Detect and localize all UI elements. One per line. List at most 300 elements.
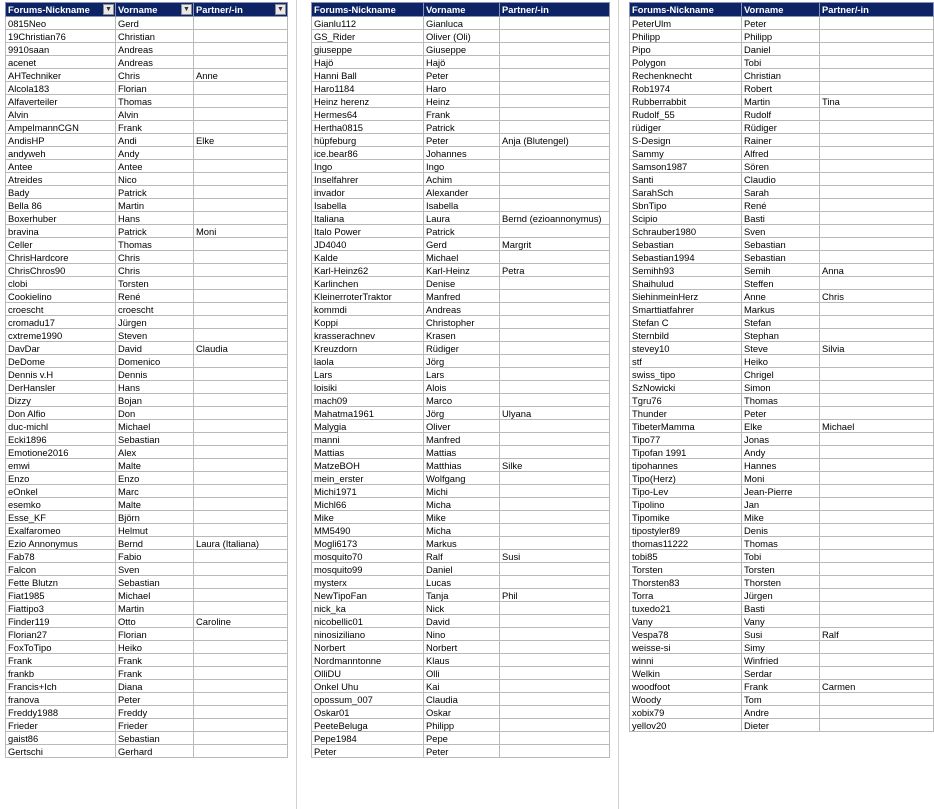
partner-cell[interactable] <box>820 238 934 251</box>
partner-cell[interactable] <box>500 108 610 121</box>
firstname-cell[interactable]: Robert <box>742 82 820 95</box>
firstname-cell[interactable]: Manfred <box>424 433 500 446</box>
partner-cell[interactable] <box>820 498 934 511</box>
firstname-cell[interactable]: Patrick <box>116 186 194 199</box>
partner-cell[interactable] <box>500 381 610 394</box>
nickname-cell[interactable]: DeDome <box>6 355 116 368</box>
firstname-cell[interactable]: Anne <box>742 290 820 303</box>
nickname-cell[interactable]: loisiki <box>312 381 424 394</box>
partner-cell[interactable] <box>194 719 288 732</box>
partner-cell[interactable] <box>194 329 288 342</box>
nickname-cell[interactable]: Tipolino <box>630 498 742 511</box>
partner-cell[interactable] <box>194 628 288 641</box>
firstname-cell[interactable]: Gerd <box>116 17 194 30</box>
firstname-cell[interactable]: René <box>742 199 820 212</box>
partner-cell[interactable] <box>194 316 288 329</box>
firstname-cell[interactable]: Chris <box>116 264 194 277</box>
nickname-cell[interactable]: Italo Power <box>312 225 424 238</box>
nickname-cell[interactable]: Sammy <box>630 147 742 160</box>
partner-cell[interactable] <box>500 95 610 108</box>
partner-cell[interactable]: Elke <box>194 134 288 147</box>
partner-cell[interactable]: Petra <box>500 264 610 277</box>
firstname-cell[interactable]: Rudolf <box>742 108 820 121</box>
partner-cell[interactable] <box>500 615 610 628</box>
firstname-cell[interactable]: Micha <box>424 524 500 537</box>
partner-cell[interactable] <box>500 368 610 381</box>
nickname-cell[interactable]: andyweh <box>6 147 116 160</box>
firstname-cell[interactable]: Jan <box>742 498 820 511</box>
partner-cell[interactable] <box>820 329 934 342</box>
firstname-cell[interactable]: Frank <box>424 108 500 121</box>
partner-cell[interactable] <box>820 602 934 615</box>
partner-cell[interactable]: Claudia <box>194 342 288 355</box>
firstname-cell[interactable]: Peter <box>116 693 194 706</box>
nickname-cell[interactable]: MatzeBOH <box>312 459 424 472</box>
nickname-cell[interactable]: Pipo <box>630 43 742 56</box>
nickname-cell[interactable]: mysterx <box>312 576 424 589</box>
partner-cell[interactable] <box>820 615 934 628</box>
firstname-cell[interactable]: Klaus <box>424 654 500 667</box>
firstname-cell[interactable]: Chrigel <box>742 368 820 381</box>
partner-cell[interactable] <box>194 680 288 693</box>
nickname-cell[interactable]: Gertschi <box>6 745 116 758</box>
nickname-cell[interactable]: stevey10 <box>630 342 742 355</box>
firstname-cell[interactable]: Tanja <box>424 589 500 602</box>
firstname-cell[interactable]: Antee <box>116 160 194 173</box>
firstname-cell[interactable]: Rüdiger <box>742 121 820 134</box>
partner-cell[interactable] <box>194 394 288 407</box>
partner-cell[interactable]: Silke <box>500 459 610 472</box>
firstname-cell[interactable]: Marco <box>424 394 500 407</box>
partner-cell[interactable]: Caroline <box>194 615 288 628</box>
firstname-cell[interactable]: Achim <box>424 173 500 186</box>
partner-cell[interactable] <box>820 563 934 576</box>
partner-cell[interactable] <box>820 147 934 160</box>
nickname-cell[interactable]: duc-michl <box>6 420 116 433</box>
nickname-cell[interactable]: Bady <box>6 186 116 199</box>
nickname-cell[interactable]: cromadu17 <box>6 316 116 329</box>
nickname-cell[interactable]: invador <box>312 186 424 199</box>
partner-cell[interactable] <box>820 56 934 69</box>
partner-cell[interactable] <box>500 17 610 30</box>
partner-cell[interactable]: Anne <box>194 69 288 82</box>
partner-cell[interactable] <box>500 342 610 355</box>
nickname-cell[interactable]: Heinz herenz <box>312 95 424 108</box>
partner-cell[interactable] <box>194 524 288 537</box>
partner-cell[interactable] <box>500 576 610 589</box>
partner-cell[interactable] <box>500 628 610 641</box>
nickname-cell[interactable]: ice.bear86 <box>312 147 424 160</box>
partner-cell[interactable] <box>194 264 288 277</box>
nickname-cell[interactable]: Frank <box>6 654 116 667</box>
firstname-cell[interactable]: Gerhard <box>116 745 194 758</box>
nickname-cell[interactable]: Don Alfio <box>6 407 116 420</box>
partner-cell[interactable] <box>820 693 934 706</box>
nickname-cell[interactable]: Michl66 <box>312 498 424 511</box>
partner-cell[interactable] <box>194 186 288 199</box>
nickname-cell[interactable]: Torsten <box>630 563 742 576</box>
firstname-cell[interactable]: Micha <box>424 498 500 511</box>
nickname-cell[interactable]: eOnkel <box>6 485 116 498</box>
header-partner[interactable]: Partner/-in <box>500 3 610 17</box>
firstname-cell[interactable]: Frank <box>116 654 194 667</box>
nickname-cell[interactable]: Stefan C <box>630 316 742 329</box>
partner-cell[interactable] <box>194 160 288 173</box>
partner-cell[interactable] <box>500 30 610 43</box>
nickname-cell[interactable]: Oskar01 <box>312 706 424 719</box>
nickname-cell[interactable]: Peter <box>312 745 424 758</box>
firstname-cell[interactable]: Chris <box>116 69 194 82</box>
nickname-cell[interactable]: Tipofan 1991 <box>630 446 742 459</box>
partner-cell[interactable] <box>820 108 934 121</box>
partner-cell[interactable]: Bernd (ezioannonymus) <box>500 212 610 225</box>
nickname-cell[interactable]: 9910saan <box>6 43 116 56</box>
partner-cell[interactable] <box>194 550 288 563</box>
nickname-cell[interactable]: Pepe1984 <box>312 732 424 745</box>
partner-cell[interactable] <box>194 459 288 472</box>
nickname-cell[interactable]: Rubberrabbit <box>630 95 742 108</box>
partner-cell[interactable]: Margrit <box>500 238 610 251</box>
firstname-cell[interactable]: Peter <box>742 17 820 30</box>
firstname-cell[interactable]: Patrick <box>116 225 194 238</box>
partner-cell[interactable] <box>194 745 288 758</box>
partner-cell[interactable] <box>500 498 610 511</box>
firstname-cell[interactable]: Andy <box>116 147 194 160</box>
firstname-cell[interactable]: Christian <box>116 30 194 43</box>
partner-cell[interactable]: Chris <box>820 290 934 303</box>
nickname-cell[interactable]: GS_Rider <box>312 30 424 43</box>
nickname-cell[interactable]: Welkin <box>630 667 742 680</box>
nickname-cell[interactable]: swiss_tipo <box>630 368 742 381</box>
partner-cell[interactable]: Phil <box>500 589 610 602</box>
firstname-cell[interactable]: David <box>116 342 194 355</box>
firstname-cell[interactable]: Enzo <box>116 472 194 485</box>
partner-cell[interactable] <box>500 329 610 342</box>
nickname-cell[interactable]: Haro1184 <box>312 82 424 95</box>
firstname-cell[interactable]: Helmut <box>116 524 194 537</box>
partner-cell[interactable] <box>820 433 934 446</box>
nickname-cell[interactable]: Inselfahrer <box>312 173 424 186</box>
header-firstname[interactable]: Vorname <box>742 3 820 17</box>
firstname-cell[interactable]: Pepe <box>424 732 500 745</box>
firstname-cell[interactable]: Oskar <box>424 706 500 719</box>
partner-cell[interactable] <box>820 706 934 719</box>
partner-cell[interactable] <box>500 303 610 316</box>
nickname-cell[interactable]: Rudolf_55 <box>630 108 742 121</box>
nickname-cell[interactable]: Dizzy <box>6 394 116 407</box>
header-firstname[interactable]: Vorname <box>424 3 500 17</box>
partner-cell[interactable] <box>500 147 610 160</box>
partner-cell[interactable] <box>820 199 934 212</box>
firstname-cell[interactable]: Bojan <box>116 394 194 407</box>
header-nickname[interactable]: Forums-Nickname <box>312 3 424 17</box>
partner-cell[interactable] <box>194 706 288 719</box>
partner-cell[interactable] <box>194 368 288 381</box>
firstname-cell[interactable]: Otto <box>116 615 194 628</box>
nickname-cell[interactable]: Fab78 <box>6 550 116 563</box>
partner-cell[interactable]: Michael <box>820 420 934 433</box>
partner-cell[interactable] <box>194 17 288 30</box>
firstname-cell[interactable]: Marc <box>116 485 194 498</box>
firstname-cell[interactable]: Thorsten <box>742 576 820 589</box>
nickname-cell[interactable]: Tipomike <box>630 511 742 524</box>
firstname-cell[interactable]: Steven <box>116 329 194 342</box>
nickname-cell[interactable]: Thorsten83 <box>630 576 742 589</box>
firstname-cell[interactable]: Simon <box>742 381 820 394</box>
partner-cell[interactable] <box>194 641 288 654</box>
partner-cell[interactable] <box>194 732 288 745</box>
nickname-cell[interactable]: MM5490 <box>312 524 424 537</box>
firstname-cell[interactable]: Fabio <box>116 550 194 563</box>
partner-cell[interactable] <box>500 485 610 498</box>
nickname-cell[interactable]: Ezio Annonymus <box>6 537 116 550</box>
partner-cell[interactable] <box>194 472 288 485</box>
partner-cell[interactable] <box>500 732 610 745</box>
firstname-cell[interactable]: Sebastian <box>116 433 194 446</box>
partner-cell[interactable] <box>820 719 934 732</box>
firstname-cell[interactable]: Patrick <box>424 225 500 238</box>
firstname-cell[interactable]: Denis <box>742 524 820 537</box>
nickname-cell[interactable]: Finder119 <box>6 615 116 628</box>
firstname-cell[interactable]: Florian <box>116 82 194 95</box>
nickname-cell[interactable]: winni <box>630 654 742 667</box>
nickname-cell[interactable]: Malygia <box>312 420 424 433</box>
partner-cell[interactable] <box>194 147 288 160</box>
firstname-cell[interactable]: Philipp <box>424 719 500 732</box>
nickname-cell[interactable]: Mahatma1961 <box>312 407 424 420</box>
nickname-cell[interactable]: Fette Blutzn <box>6 576 116 589</box>
firstname-cell[interactable]: Simy <box>742 641 820 654</box>
partner-cell[interactable] <box>194 108 288 121</box>
firstname-cell[interactable]: Krasen <box>424 329 500 342</box>
partner-cell[interactable] <box>820 511 934 524</box>
nickname-cell[interactable]: Italiana <box>312 212 424 225</box>
partner-cell[interactable] <box>500 433 610 446</box>
firstname-cell[interactable]: Thomas <box>742 394 820 407</box>
firstname-cell[interactable]: Hans <box>116 212 194 225</box>
firstname-cell[interactable]: Andreas <box>116 56 194 69</box>
nickname-cell[interactable]: SarahSch <box>630 186 742 199</box>
nickname-cell[interactable]: Exalfaromeo <box>6 524 116 537</box>
partner-cell[interactable] <box>820 446 934 459</box>
firstname-cell[interactable]: Martin <box>116 199 194 212</box>
nickname-cell[interactable]: acenet <box>6 56 116 69</box>
nickname-cell[interactable]: Tipo(Herz) <box>630 472 742 485</box>
partner-cell[interactable] <box>500 641 610 654</box>
firstname-cell[interactable]: Gianluca <box>424 17 500 30</box>
nickname-cell[interactable]: tipohannes <box>630 459 742 472</box>
partner-cell[interactable] <box>500 355 610 368</box>
firstname-cell[interactable]: Steffen <box>742 277 820 290</box>
nickname-cell[interactable]: Vany <box>630 615 742 628</box>
partner-cell[interactable] <box>194 238 288 251</box>
nickname-cell[interactable]: KleinerroterTraktor <box>312 290 424 303</box>
partner-cell[interactable] <box>194 433 288 446</box>
nickname-cell[interactable]: esemko <box>6 498 116 511</box>
nickname-cell[interactable]: Alfaverteiler <box>6 95 116 108</box>
partner-cell[interactable] <box>194 420 288 433</box>
nickname-cell[interactable]: SzNowicki <box>630 381 742 394</box>
partner-cell[interactable] <box>500 524 610 537</box>
firstname-cell[interactable]: Christian <box>742 69 820 82</box>
nickname-cell[interactable]: Bella 86 <box>6 199 116 212</box>
nickname-cell[interactable]: Hermes64 <box>312 108 424 121</box>
firstname-cell[interactable]: Oliver (Oli) <box>424 30 500 43</box>
header-partner[interactable]: Partner/-in <box>820 3 934 17</box>
firstname-cell[interactable]: Michael <box>116 589 194 602</box>
partner-cell[interactable] <box>820 17 934 30</box>
partner-cell[interactable] <box>820 186 934 199</box>
firstname-cell[interactable]: Jean-Pierre <box>742 485 820 498</box>
nickname-cell[interactable]: OlliDU <box>312 667 424 680</box>
nickname-cell[interactable]: Sebastian <box>630 238 742 251</box>
partner-cell[interactable] <box>194 251 288 264</box>
firstname-cell[interactable]: Daniel <box>424 563 500 576</box>
firstname-cell[interactable]: Thomas <box>116 95 194 108</box>
partner-cell[interactable] <box>194 511 288 524</box>
nickname-cell[interactable]: Francis+Ich <box>6 680 116 693</box>
header-partner[interactable] <box>194 3 288 17</box>
partner-cell[interactable] <box>500 420 610 433</box>
nickname-cell[interactable]: cxtreme1990 <box>6 329 116 342</box>
firstname-cell[interactable]: Alexander <box>424 186 500 199</box>
partner-cell[interactable] <box>500 472 610 485</box>
nickname-cell[interactable]: Torra <box>630 589 742 602</box>
nickname-cell[interactable]: thomas11222 <box>630 537 742 550</box>
firstname-cell[interactable]: Michael <box>116 420 194 433</box>
nickname-cell[interactable]: 0815Neo <box>6 17 116 30</box>
nickname-cell[interactable]: Frieder <box>6 719 116 732</box>
nickname-cell[interactable]: nicobellic01 <box>312 615 424 628</box>
firstname-cell[interactable]: Torsten <box>116 277 194 290</box>
firstname-cell[interactable]: Lucas <box>424 576 500 589</box>
firstname-cell[interactable]: Alex <box>116 446 194 459</box>
firstname-cell[interactable]: Dennis <box>116 368 194 381</box>
nickname-cell[interactable]: giuseppe <box>312 43 424 56</box>
nickname-cell[interactable]: bravina <box>6 225 116 238</box>
firstname-cell[interactable]: Steve <box>742 342 820 355</box>
nickname-cell[interactable]: Thunder <box>630 407 742 420</box>
firstname-cell[interactable]: Christopher <box>424 316 500 329</box>
partner-cell[interactable] <box>820 550 934 563</box>
partner-cell[interactable]: Ulyana <box>500 407 610 420</box>
nickname-cell[interactable]: franova <box>6 693 116 706</box>
firstname-cell[interactable]: René <box>116 290 194 303</box>
partner-cell[interactable] <box>820 381 934 394</box>
firstname-cell[interactable]: Moni <box>742 472 820 485</box>
firstname-cell[interactable]: Hannes <box>742 459 820 472</box>
partner-cell[interactable] <box>820 43 934 56</box>
firstname-cell[interactable]: Nico <box>116 173 194 186</box>
firstname-cell[interactable]: Sebastian <box>116 732 194 745</box>
header-nickname[interactable]: Forums-Nickname <box>630 3 742 17</box>
nickname-cell[interactable]: Hajö <box>312 56 424 69</box>
partner-cell[interactable] <box>820 459 934 472</box>
nickname-cell[interactable]: Freddy1988 <box>6 706 116 719</box>
partner-cell[interactable] <box>500 602 610 615</box>
nickname-cell[interactable]: Mogli6173 <box>312 537 424 550</box>
firstname-cell[interactable]: Lars <box>424 368 500 381</box>
nickname-cell[interactable]: clobi <box>6 277 116 290</box>
firstname-cell[interactable]: Sarah <box>742 186 820 199</box>
nickname-cell[interactable]: Nordmanntonne <box>312 654 424 667</box>
partner-cell[interactable] <box>194 667 288 680</box>
nickname-cell[interactable]: Scipio <box>630 212 742 225</box>
firstname-cell[interactable]: Björn <box>116 511 194 524</box>
partner-cell[interactable] <box>194 303 288 316</box>
firstname-cell[interactable]: Peter <box>424 69 500 82</box>
firstname-cell[interactable]: Malte <box>116 498 194 511</box>
partner-cell[interactable] <box>194 43 288 56</box>
firstname-cell[interactable]: Domenico <box>116 355 194 368</box>
partner-cell[interactable] <box>820 641 934 654</box>
partner-cell[interactable] <box>500 277 610 290</box>
nickname-cell[interactable]: emwi <box>6 459 116 472</box>
firstname-cell[interactable]: Giuseppe <box>424 43 500 56</box>
partner-cell[interactable]: Laura (Italiana) <box>194 537 288 550</box>
nickname-cell[interactable]: Antee <box>6 160 116 173</box>
header-firstname[interactable] <box>116 3 194 17</box>
nickname-cell[interactable]: xobix79 <box>630 706 742 719</box>
nickname-cell[interactable]: SbnTipo <box>630 199 742 212</box>
partner-cell[interactable] <box>194 446 288 459</box>
partner-cell[interactable]: Anna <box>820 264 934 277</box>
partner-cell[interactable] <box>194 30 288 43</box>
nickname-cell[interactable]: Vespa78 <box>630 628 742 641</box>
firstname-cell[interactable]: Susi <box>742 628 820 641</box>
firstname-cell[interactable]: Manfred <box>424 290 500 303</box>
firstname-cell[interactable]: Malte <box>116 459 194 472</box>
partner-cell[interactable]: Anja (Blutengel) <box>500 134 610 147</box>
partner-cell[interactable] <box>194 82 288 95</box>
firstname-cell[interactable]: Nino <box>424 628 500 641</box>
partner-cell[interactable] <box>194 290 288 303</box>
nickname-cell[interactable]: tobi85 <box>630 550 742 563</box>
firstname-cell[interactable]: Heiko <box>742 355 820 368</box>
partner-cell[interactable] <box>500 394 610 407</box>
partner-cell[interactable] <box>820 212 934 225</box>
nickname-cell[interactable]: Atreides <box>6 173 116 186</box>
firstname-cell[interactable]: Basti <box>742 212 820 225</box>
partner-cell[interactable] <box>820 316 934 329</box>
firstname-cell[interactable]: Sören <box>742 160 820 173</box>
firstname-cell[interactable]: Thomas <box>116 238 194 251</box>
firstname-cell[interactable]: Tobi <box>742 550 820 563</box>
nickname-cell[interactable]: kommdi <box>312 303 424 316</box>
nickname-cell[interactable]: mein_erster <box>312 472 424 485</box>
partner-cell[interactable] <box>820 524 934 537</box>
partner-cell[interactable] <box>820 667 934 680</box>
firstname-cell[interactable]: Olli <box>424 667 500 680</box>
nickname-cell[interactable]: Kreuzdorn <box>312 342 424 355</box>
partner-cell[interactable] <box>820 355 934 368</box>
partner-cell[interactable]: Ralf <box>820 628 934 641</box>
firstname-cell[interactable]: Alois <box>424 381 500 394</box>
partner-cell[interactable] <box>194 381 288 394</box>
firstname-cell[interactable]: Vany <box>742 615 820 628</box>
partner-cell[interactable] <box>500 563 610 576</box>
nickname-cell[interactable]: Celler <box>6 238 116 251</box>
nickname-cell[interactable]: woodfoot <box>630 680 742 693</box>
partner-cell[interactable] <box>194 199 288 212</box>
nickname-cell[interactable]: stf <box>630 355 742 368</box>
partner-cell[interactable] <box>194 693 288 706</box>
nickname-cell[interactable]: Sternbild <box>630 329 742 342</box>
nickname-cell[interactable]: Karlinchen <box>312 277 424 290</box>
firstname-cell[interactable]: Stefan <box>742 316 820 329</box>
firstname-cell[interactable]: Sven <box>742 225 820 238</box>
nickname-cell[interactable]: Kalde <box>312 251 424 264</box>
